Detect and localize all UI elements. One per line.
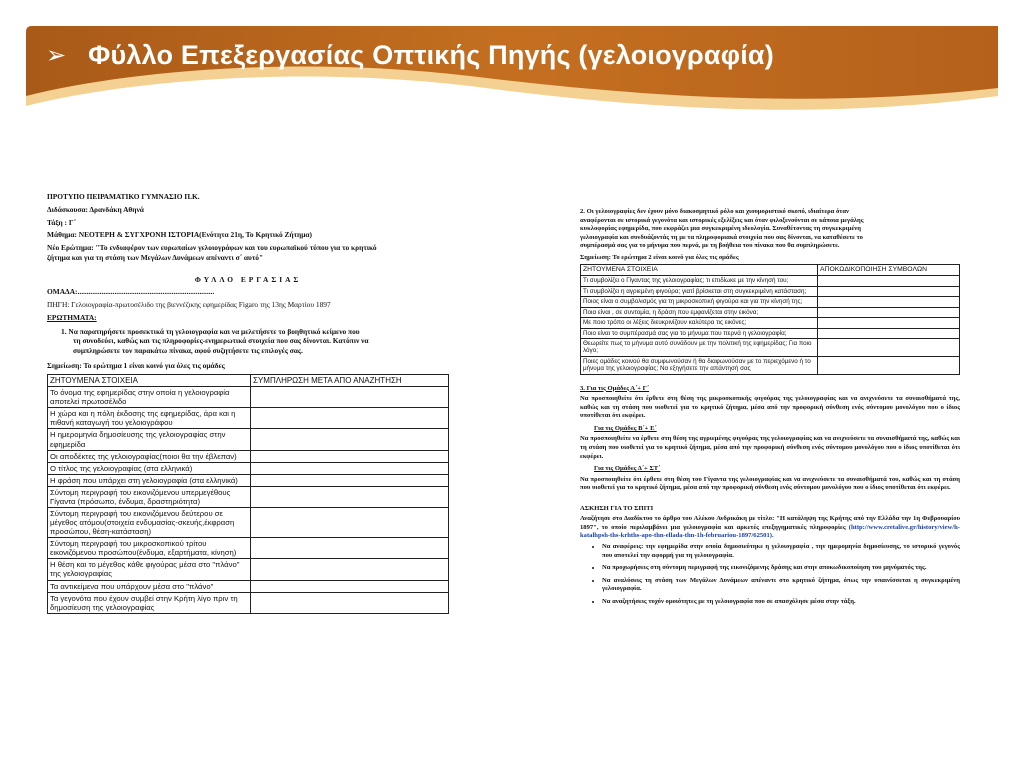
course: Μάθημα: ΝΕΟΤΕΡΗ & ΣΥΓΧΡΟΝΗ ΙΣΤΟΡΙΑ(Ενότητα 21η, Το Κρητικό Ζήτημα) <box>47 230 313 240</box>
table-1-header: ΣΥΜΠΛΗΡΩΣΗ ΜΕΤΑ ΑΠΟ ΑΝΑΖΗΤΗΣΗ <box>251 374 449 386</box>
q2-line-5: συμπέρασμά σας για το μήνυμα που περνά, με τη βοήθεια του πίνακα που θα συμπληρώσετε. <box>580 242 840 250</box>
table-row <box>581 338 960 356</box>
q3-text: Να προσποιηθείτε ότι έρθετε στη θέση της μικροσκοπικής φιγούρας της γελοιογραφίας και να ανιχνεύσετε τα συναισθήματά της, καθώς και τη στάση που υιοθετεί για το κρητικό ζήτημα, μέσα από την προφορική σύνθεση ενός σύντομου μονολόγου που ο ίδιος υποτίθεται ότι εκφέρει. <box>580 395 960 420</box>
table-cell: Τα αντικείμενα που υπάρχουν μέσα στο "πλάνο" <box>48 580 251 592</box>
answer-cell[interactable] <box>818 338 960 356</box>
table-row <box>581 328 960 338</box>
q1-line-1: 1. Να παρατηρήσετε προσεκτικά τη γελοιογραφία και να μελετήσετε το βοηθητικό κείμενο που <box>61 326 360 336</box>
table-2-header: ΑΠΟΚΩΔΙΚΟΠΟΙΗΣΗ ΣΥΜΒΟΛΩΝ <box>818 265 960 276</box>
table-row <box>48 559 449 580</box>
table-2 <box>580 264 960 374</box>
note-2: Σημείωση: Το ερώτημα 2 είναι κοινό για όλες τις ομάδες <box>580 253 739 261</box>
table-row <box>581 276 960 286</box>
list-item: • Να αναλύσεις τη στάση των Μεγάλων Δυνάμεων απέναντι στο κρητικό ζήτημα, όπως την υπαινίσσεται η συγκεκριμένη γελοιογραφία. <box>602 577 960 594</box>
school-name: ΠΡΟΤΥΠΟ ΠΕΙΡΑΜΑΤΙΚΟ ΓΥΜΝΑΣΙΟ Π.Κ. <box>47 192 200 201</box>
answer-cell[interactable] <box>251 462 449 474</box>
answer-cell[interactable] <box>818 318 960 328</box>
table-row <box>48 592 449 613</box>
table-row <box>48 486 449 507</box>
table-cell: Ποιος είναι ο συμβολισμός για τη μικροσκοπική φιγούρα και για την κίνησή της; <box>581 297 818 307</box>
table-row <box>581 297 960 307</box>
table-row <box>48 408 449 429</box>
homework-heading: ΑΣΚΗΣΗ ΓΙΑ ΤΟ ΣΠΙΤΙ <box>580 504 654 512</box>
answer-cell[interactable] <box>251 408 449 429</box>
table-row <box>48 508 449 538</box>
sheet-title: ΦΥΛΛΟ ΕΡΓΑΣΙΑΣ <box>194 274 302 284</box>
table-row <box>48 538 449 559</box>
answer-cell[interactable] <box>251 486 449 507</box>
q1-line-2: τη συνοδεύει, καθώς και τις πληροφορίες-ενημερωτικά στοιχεία που σας δίνονται. Κατόπιν να <box>73 336 369 346</box>
grade: Τάξη : Γ΄ <box>47 217 77 227</box>
answer-cell[interactable] <box>251 559 449 580</box>
arrow-bullet-icon: ➢ <box>46 41 67 69</box>
answer-cell[interactable] <box>818 328 960 338</box>
table-row <box>48 387 449 408</box>
table-row <box>581 286 960 296</box>
answer-cell[interactable] <box>818 356 960 374</box>
table-cell: Σύντομη περιγραφή του εικονιζόμενου υπερμεγέθους Γίγαντα (πρόσωπο, ένδυμα, δραστηριότητα) <box>48 486 251 507</box>
question-line-2: ζήτημα και για τη στάση των Μεγάλων Δυνάμεων απέναντι σ΄ αυτό" <box>47 252 264 262</box>
q2-line-2: αναφέρονται σε ιστορικά γεγονότα και ιστορικές εξελίξεις και όταν φιλοξενούνται σε κάποια μεγάλης <box>580 216 864 224</box>
table-2-header: ΖΗΤΟΥΜΕΝΑ ΣΤΟΙΧΕΙΑ <box>581 265 818 276</box>
table-cell: Η ημερομηνία δημοσίευσης της γελοιογραφίας στην εφημερίδα <box>48 429 251 450</box>
question-line-1: Νέο Ερώτημα: "Το ενδιαφέρον των ευρωπαίων γελοιογράφων και του ευρωπαϊκού τύπου για το κρητικό <box>47 243 377 253</box>
q1-line-3: συμπληρώσετε τον παρακάτω πίνακα, αφού συζητήσετε τις επιλογές σας. <box>73 346 303 356</box>
questions-heading: ΕΡΩΤΗΜΑΤΑ: <box>47 312 97 322</box>
answer-cell[interactable] <box>251 538 449 559</box>
table-cell: Τι συμβολίζει η αγριεμένη φιγούρα; γιατί βρίσκεται στη συγκεκριμένη κατάσταση; <box>581 286 818 296</box>
table-cell: Οι αποδέκτες της γελοιογραφίας(ποιοι θα την έβλεπαν) <box>48 450 251 462</box>
table-1-header: ΖΗΤΟΥΜΕΝΑ ΣΤΟΙΧΕΙΑ <box>48 374 251 386</box>
table-cell: Σύντομη περιγραφή του εικονιζόμενου δεύτερου σε μέγεθος ατόμου(στοιχεία ενδυμασίας-σκευής,έκφραση προσώπου, θέση-κατάσταση) <box>48 508 251 538</box>
q3-label: 3. Για τις Ομάδες Α΄+ Γ΄ <box>580 384 650 392</box>
answer-cell[interactable] <box>818 286 960 296</box>
answer-cell[interactable] <box>818 307 960 317</box>
homework-link[interactable]: (http://www.cretalive.gr/history/view/h-katalhpsh-ths-krhths-apo-thn-ellada-thn-1h-februariou-1897/62501). <box>580 523 960 540</box>
table-row <box>48 474 449 486</box>
table-row <box>48 580 449 592</box>
answer-cell[interactable] <box>818 276 960 286</box>
answer-cell[interactable] <box>251 474 449 486</box>
table-cell: Τα γεγονότα που έχουν συμβεί στην Κρήτη λίγο πριν τη δημοσίευση της γελοιογραφίας <box>48 592 251 613</box>
q2-line-3: κυκλοφορίας εφημερίδα, που εκφράζει μια συγκεκριμένη ιδεολογία. Συναθέτοντας τη συγκεκριμένη <box>580 225 861 233</box>
q3b-text: Να προσποιηθείτε να έρθετε στη θέση της αγριεμένης φιγούρας της γελοιογραφίας και να ανιχνεύσετε τα συναισθήματά της, καθώς και τη στάση που υιοθετεί για το κρητικό ζήτημα, μέσα από την προφορική σύνθεση ενός σύντομου μονολόγου που ο ίδιος υποτίθεται ότι εκφέρει. <box>580 435 960 460</box>
left-worksheet <box>47 192 449 614</box>
table-cell: Με ποιο τρόπο οι λέξεις διευκρινίζουν καλύτερα τις εικόνες; <box>581 318 818 328</box>
table-cell: Η φράση που υπάρχει στη γελοιογραφία (στα ελληνικά) <box>48 474 251 486</box>
table-row <box>48 429 449 450</box>
table-row <box>48 450 449 462</box>
group-field: ΟΜΑΔΑ:.......................................................................... <box>47 287 215 297</box>
source-line: ΠΗΓΗ: Γελοιογραφία-πρωτοσέλιδο της βιεννέζικης εφημερίδας Figaro της 13ης Μαρτίου 1897 <box>47 300 331 310</box>
answer-cell[interactable] <box>251 592 449 613</box>
table-cell: Σύντομη περιγραφή του μικροσκοπικού τρίτου εικονιζόμενου προσώπου(ένδυμα, εξαρτήματα, κίνηση) <box>48 538 251 559</box>
list-item: • Να αναφέρεις: την εφημερίδα στην οποία δημοσιεύτηκε η γελοιογραφία , την ημερομηνία δημοσίευσης, το ιστορικό γεγονός που αποτελεί την αφορμή για τη γελοιογραφία. <box>602 543 960 560</box>
q2-line-1: 2. Οι γελοιογραφίες δεν έχουν μόνο διακοσμητικό ρόλο και χιουμοριστικό σκοπό, ιδιαίτερα όταν <box>580 208 849 215</box>
table-cell: Ο τίτλος της γελοιογραφίας (στα ελληνικά) <box>48 462 251 474</box>
answer-cell[interactable] <box>251 450 449 462</box>
answer-cell[interactable] <box>251 580 449 592</box>
table-row <box>581 318 960 328</box>
table-cell: Το όνομα της εφημερίδας στην οποία η γελοιογραφία αποτελεί πρωτοσέλιδο <box>48 387 251 408</box>
table-row <box>48 462 449 474</box>
list-item: • Να αναζητήσεις τυχόν ομοιότητες με τη γελοιογραφία που σε απασχόλησε μέσα στην τάξη. <box>602 598 960 607</box>
slide-title: Φύλλο Επεξεργασίας Οπτικής Πηγής (γελοιογραφία) <box>88 39 774 70</box>
q2-line-4: γελοιογραφία και συνδυάζοντάς τη με τα πληροφοριακά στοιχεία που σας δίνονται, να καταθέσετε το <box>580 233 863 241</box>
answer-cell[interactable] <box>818 297 960 307</box>
table-cell: Η χώρα και η πόλη έκδοσης της εφημερίδας, άρα και η πιθανή καταγωγή του γελοιογράφου <box>48 408 251 429</box>
title-area <box>46 30 774 80</box>
table-cell: Ποιες ομάδες κοινού θα συμφωνούσαν ή θα διαφωνούσαν με το περιεχόμενο ή το μήνυμα της γελοιογραφίας; Να εξηγήσετε την απάντησή σας <box>581 356 818 374</box>
homework-list <box>580 543 960 606</box>
table-1 <box>47 374 449 614</box>
q3c-label: Για τις Ομάδες Δ΄+ ΣΤ΄ <box>594 465 661 473</box>
table-cell: Θεωρείτε πως το μήνυμα αυτό συνάδουν με την πολιτική της εφημερίδας; Για ποιο λόγο; <box>581 338 818 356</box>
note-1: Σημείωση: Το ερώτημα 1 είναι κοινό για όλες τις ομάδες <box>47 360 225 370</box>
table-cell: Τι συμβολίζει ο Γίγαντας της γελοιογραφίας; τι επιδίωκε με την κίνησή του; <box>581 276 818 286</box>
answer-cell[interactable] <box>251 387 449 408</box>
table-cell: Η θέση και το μέγεθος κάθε φιγούρας μέσα στο "πλάνο" της γελοιογραφίας <box>48 559 251 580</box>
table-cell: Ποιο είναι το συμπέρασμά σας για το μήνυμα που περνά η γελοιογραφία; <box>581 328 818 338</box>
table-row <box>581 356 960 374</box>
table-cell: Ποια είναι , σε συντομία, η δράση που εμφανίζεται στην εικόνα; <box>581 307 818 317</box>
right-worksheet <box>580 208 960 610</box>
teacher: Διδάσκουσα: Δρανδάκη Αθηνά <box>47 204 144 214</box>
answer-cell[interactable] <box>251 508 449 538</box>
answer-cell[interactable] <box>251 429 449 450</box>
homework-text <box>580 515 960 541</box>
list-item: • Να προχωρήσεις στη σύντομη περιγραφή της εικονιζόμενης δράσης και στην αποκωδικοποίηση του μηνύματός της. <box>602 564 960 573</box>
table-row <box>581 307 960 317</box>
homework-intro: Αναζήτησε στο Διαδίκτυο το άρθρο του Αλέκου Ανδρικάκη με τίτλο: "Η κατάληψη της Κρήτης από την Ελλάδα την 1η Φεβρουαρίου 1897", το οποίο περιλαμβάνει μια γελοιογραφία και αρκετές επεξηγηματικές πληροφορίες <box>580 515 960 531</box>
q3b-label: Για τις Ομάδες Β΄+ Ε΄ <box>594 424 657 432</box>
q3c-text: Να προσποιηθείτε ότι έρθετε στη θέση του Γίγαντα της γελοιογραφίας και να ανιχνεύσετε τα συναισθήματά του, καθώς και τη στάση που υιοθετεί για το κρητικό ζήτημα, μέσα από την προφορική σύνθεση ενός σύντομου μονολόγου που ο ίδιος υποτίθεται ότι εκφέρει. <box>580 475 960 492</box>
